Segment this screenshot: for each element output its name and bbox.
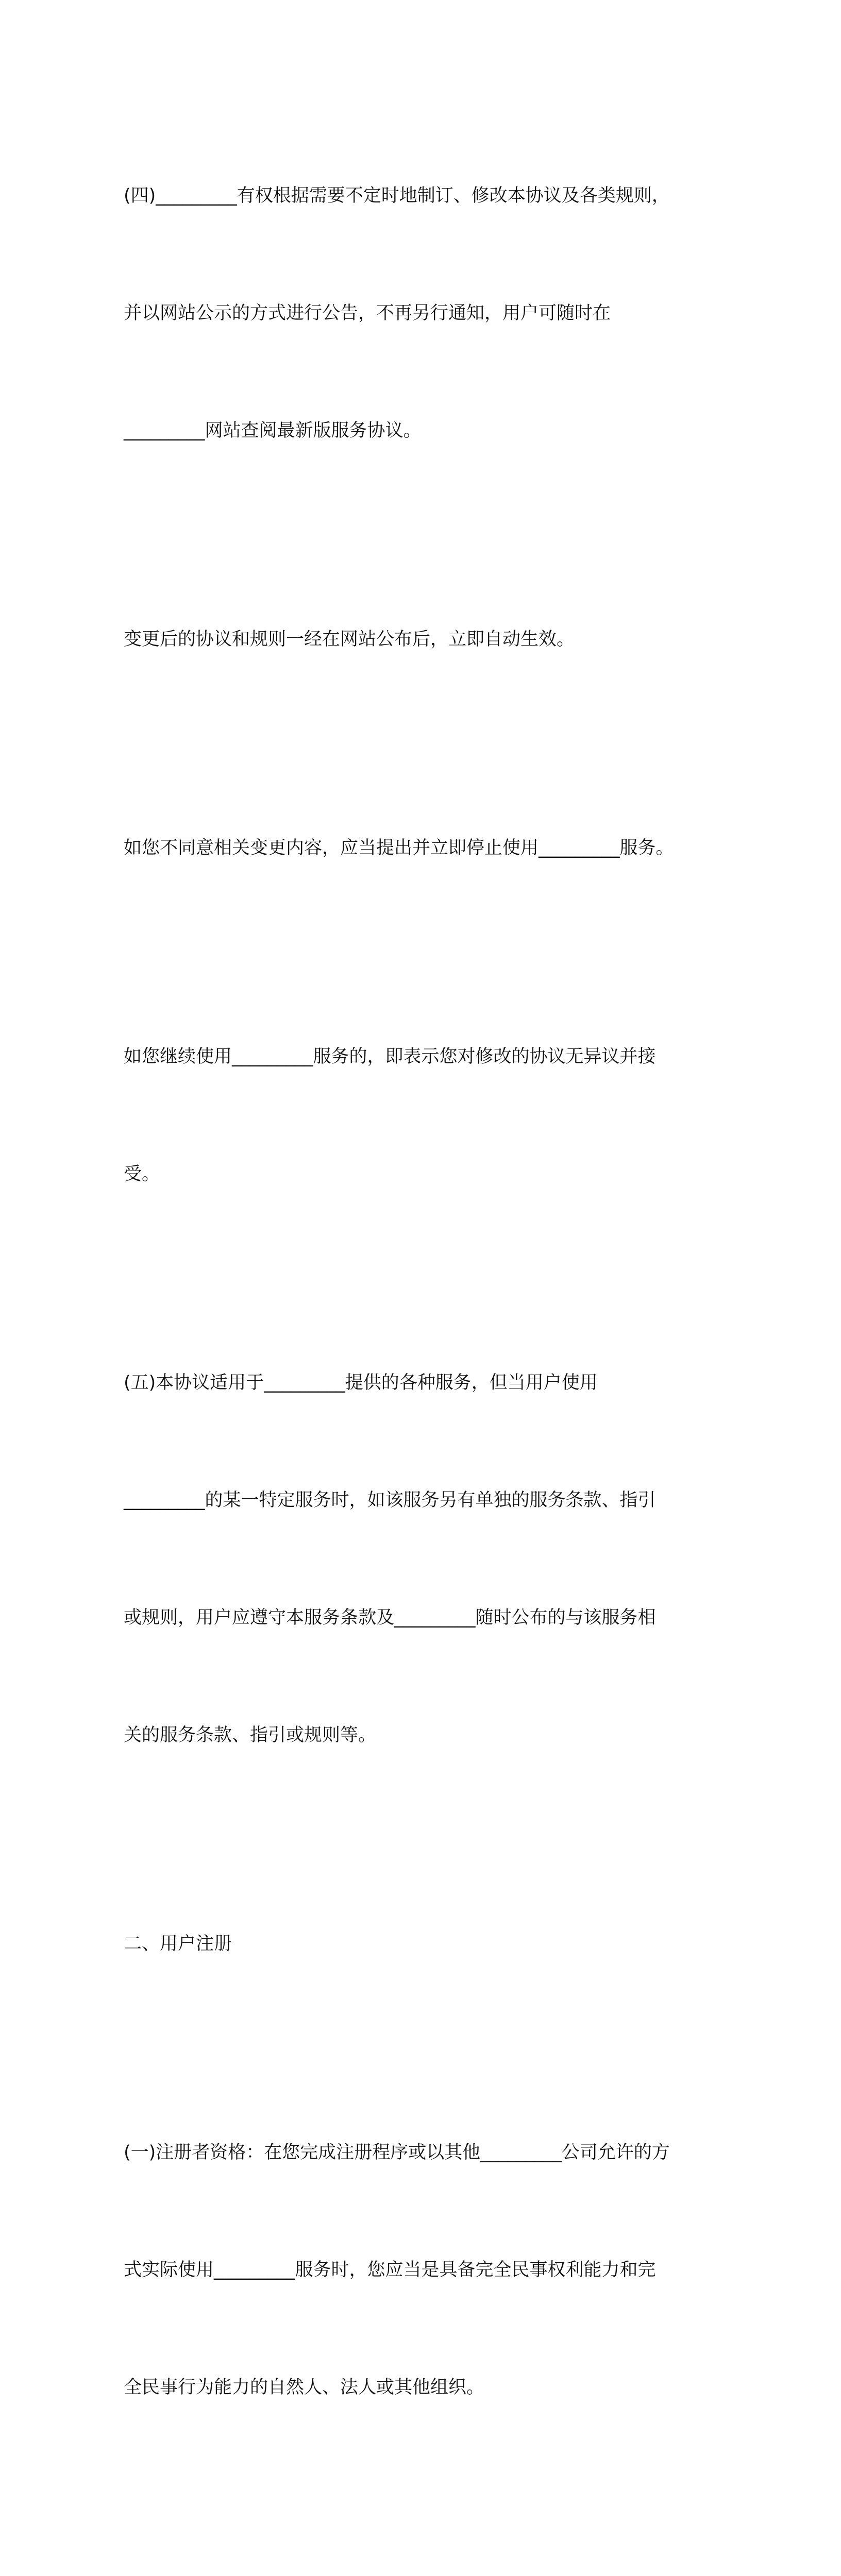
section-heading-user-registration: [124, 1846, 721, 2042]
text-line: 变更后的协议和规则一经在网站公布后，立即自动生效。: [124, 629, 575, 650]
document-page: [124, 98, 721, 2576]
text-line: 式实际使用_________服务时，您应当是具备完全民事权利能力和完: [124, 2260, 656, 2280]
text-line: 全民事行为能力的自然人、法人或其他组织。: [124, 2377, 485, 2398]
text-line: _________网站查阅最新版服务协议。: [124, 420, 422, 441]
text-line: 关的服务条款、指引或规则等。: [124, 1725, 377, 1745]
paragraph-continue: [124, 959, 721, 1272]
text-line: 并以网站公示的方式进行公告，不再另行通知，用户可随时在: [124, 303, 611, 324]
paragraph-four: [124, 98, 721, 529]
paragraph-registration-info: [124, 2498, 721, 2576]
text-line: 如您不同意相关变更内容，应当提出并立即停止使用_________服务。: [124, 838, 674, 858]
text-line: 如您继续使用_________服务的，即表示您对修改的协议无异议并接: [124, 1046, 656, 1067]
text-line: 受。: [124, 1164, 160, 1184]
text-line: 二、用户注册: [124, 1934, 232, 1954]
paragraph-effective: [124, 541, 721, 737]
text-line: (五)本协议适用于_________提供的各种服务，但当用户使用: [124, 1372, 598, 1393]
text-line: 或规则，用户应遵守本服务条款及_________随时公布的与该服务相: [124, 1607, 656, 1628]
text-line: _________的某一特定服务时，如该服务另有单独的服务条款、指引: [124, 1490, 656, 1511]
paragraph-five: [124, 1285, 721, 1833]
paragraph-registrant-qualification: [124, 2055, 721, 2485]
paragraph-disagree: [124, 750, 721, 946]
text-line: (一)注册者资格：在您完成注册程序或以其他_________公司允许的方: [124, 2142, 670, 2163]
text-line: (四)_________有权根据需要不定时地制订、修改本协议及各类规则，: [124, 185, 670, 206]
